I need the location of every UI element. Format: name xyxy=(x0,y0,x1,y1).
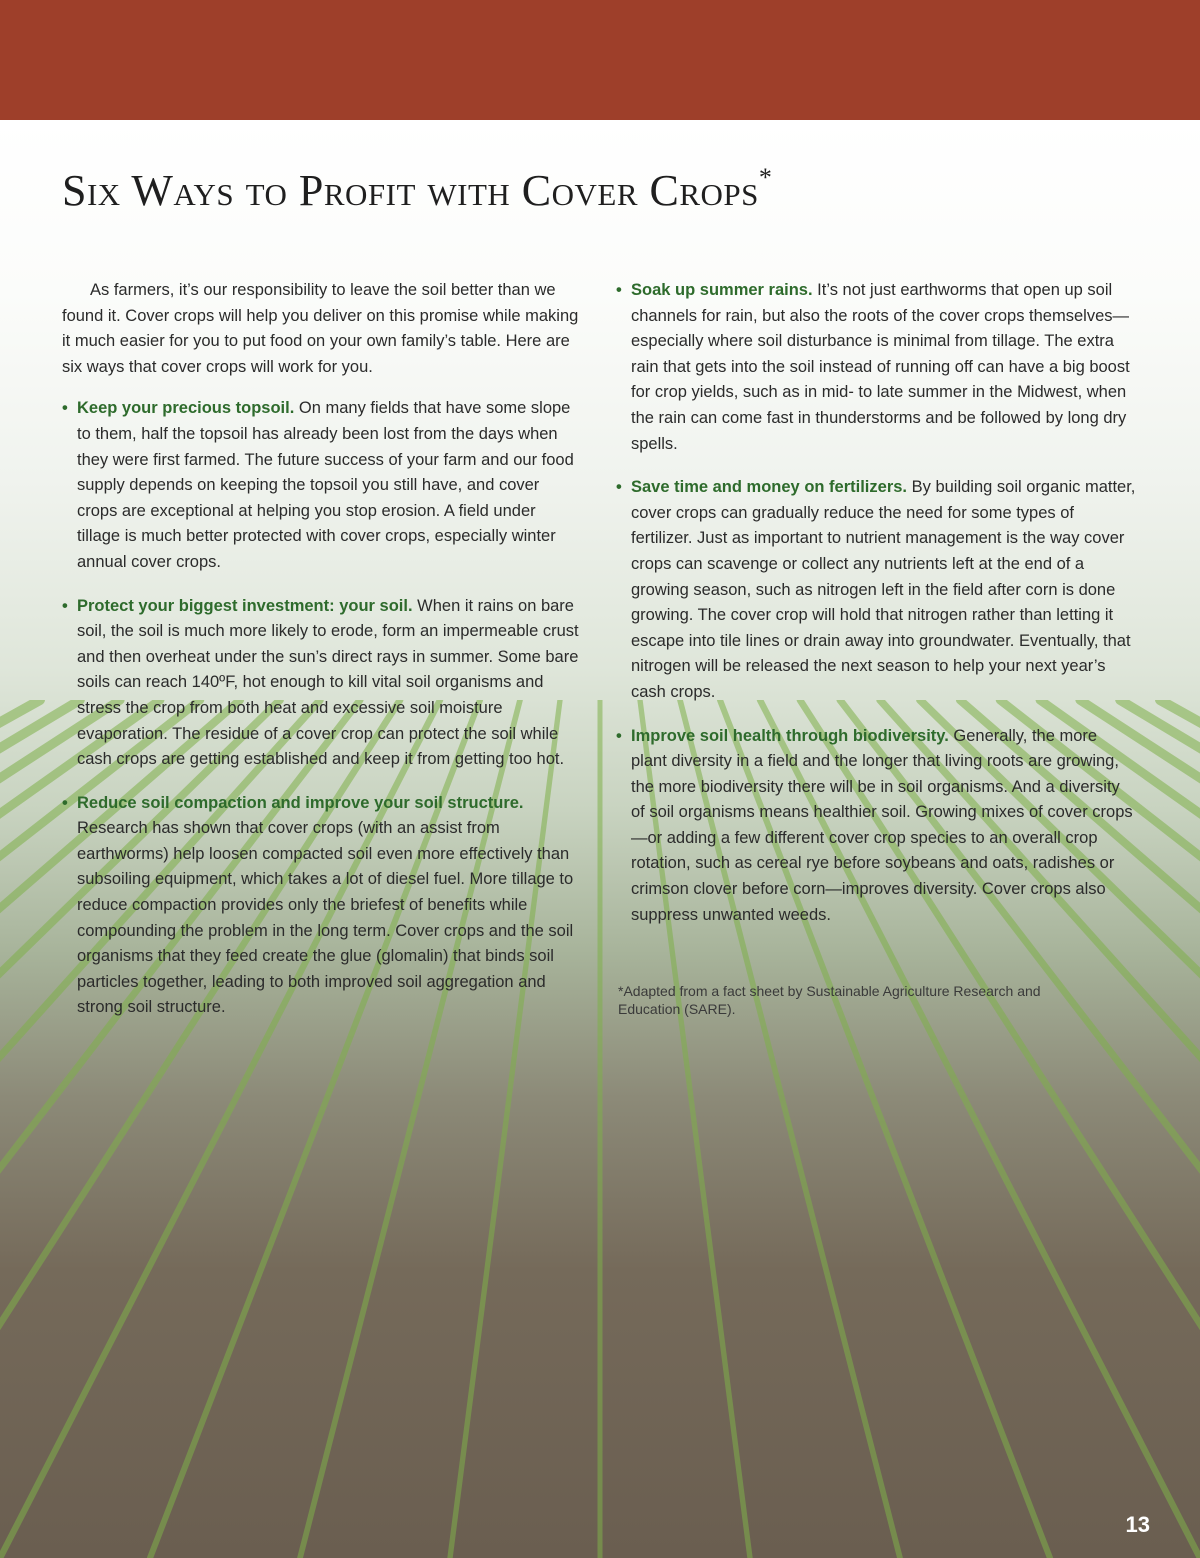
item-heading: Reduce soil compaction and improve your soil structure. xyxy=(77,793,524,812)
left-column xyxy=(62,278,582,1039)
item-body: On many fields that have some slope to them, half the topsoil has already been lost from the days when they were first farmed. The future success of your farm and our food supply depends on keeping the topsoil you still have, and cover crops are exceptional at helping you stop erosion. A field under tillage is much better protected with cover crops, especially winter annual cover crops. xyxy=(77,399,574,571)
list-item: • Keep your precious topsoil. On many fields that have some slope to them, half the topsoil has already been lost from the days when they were first farmed. The future success of your farm and our food supply depends on keeping the topsoil you still have, and cover crops are exceptional at helping you stop erosion. A field under tillage is much better protected with cover crops, especially winter annual cover crops. xyxy=(62,399,574,571)
list-item: • Soak up summer rains. It’s not just earthworms that open up soil channels for rain, but also the roots of the cover crops themselves—especially where soil disturbance is minimal from tillage. The extra rain that gets into the soil instead of running off can have a big boost for crop yields, such as in mid- to late summer in the Midwest, when the rain can come fast in thunderstorms and be followed by long dry spells. xyxy=(616,281,1130,453)
item-heading: Protect your biggest investment: your soil. xyxy=(77,596,413,615)
item-heading: Save time and money on fertilizers. xyxy=(631,478,908,497)
title-footnote-mark: * xyxy=(758,163,773,192)
intro-paragraph: As farmers, it’s our responsibility to leave the soil better than we found it. Cover crops will help you deliver on this promise while making it much easier for you to put food on your own family’s table. Here are six ways that cover crops will work for you. xyxy=(62,281,579,376)
list-item: • Reduce soil compaction and improve your soil structure. Research has shown that cover crops (with an assist from earthworms) help loosen compacted soil even more effectively than subsoiling equipment, which takes a lot of diesel fuel. More tillage to reduce compaction provides only the briefest of benefits while compounding the problem in the long term. Cover crops and the soil organisms that they feed create the glue (glomalin) that binds soil particles together, leading to both improved soil aggregation and strong soil structure. xyxy=(62,793,574,1017)
footnote: *Adapted from a fact sheet by Sustainable Agriculture Research and Education (SARE). xyxy=(618,983,1041,1017)
item-heading: Soak up summer rains. xyxy=(631,281,813,299)
item-heading: Keep your precious topsoil. xyxy=(77,399,295,418)
list-item: • Save time and money on fertilizers. By building soil organic matter, cover crops can gradually reduce the need for some types of fertilizer. Just as important to nutrient management is the way cover crops can scavenge or collect any nutrients left at the end of a growing season, such as nitrogen left in the field after corn is done growing. The cover crop will hold that nitrogen rather than letting it escape into tile lines or drain away into groundwater. Eventually, that nitrogen will be released the next season to help your next year’s cash crops. xyxy=(616,478,1136,701)
page-number: 13 xyxy=(1125,1512,1150,1537)
list-item: • Improve soil health through biodiversity. Generally, the more plant diversity in a field and the longer that living roots are growing, the more biodiversity there will be in soil organisms. And a diversity of soil organisms means healthier soil. Growing mixes of cover crops—or adding a few different cover crop species to an overall crop rotation, such as cereal rye before soybeans and oats, radishes or crimson clover before corn—improves diversity. Cover crops also suppress unwanted weeds. xyxy=(616,726,1133,924)
item-body: When it rains on bare soil, the soil is much more likely to erode, form an impermeable crust and then overheat under the sun’s direct rays in summer. Some bare soils can reach 140ºF, hot enough to kill vital soil organisms and stress the crop from both heat and excessive soil moisture evaporation. The residue of a cover crop can protect the soil while cash crops are getting established and keep it from getting too hot. xyxy=(77,596,579,769)
item-body: Research has shown that cover crops (with an assist from earthworms) help loosen compacted soil even more effectively than subsoiling equipment, which takes a lot of diesel fuel. More tillage to reduce compaction provides only the briefest of benefits while compounding the problem in the long term. Cover crops and the soil organisms that they feed create the glue (glomalin) that binds soil particles together, leading to both improved soil aggregation and strong soil structure. xyxy=(77,819,574,1017)
item-heading: Improve soil health through biodiversity. xyxy=(631,726,949,745)
right-column xyxy=(616,278,1136,946)
page-title: Six Ways to Profit with Cover Crops* xyxy=(62,163,773,215)
header-band xyxy=(0,0,1200,120)
item-body: By building soil organic matter, cover crops can gradually reduce the need for some types of fertilizer. Just as important to nutrient management is the way cover crops can scavenge or collect any nutrients left at the end of a growing season, such as nitrogen left in the field after corn is done growing. The cover crop will hold that nitrogen rather than letting it escape into tile lines or drain away into groundwater. Eventually, that nitrogen will be released the next season to help your next year’s cash crops. xyxy=(631,478,1136,701)
item-body: It’s not just earthworms that open up soil channels for rain, but also the roots of the cover crops themselves—especially where soil disturbance is minimal from tillage. The extra rain that gets into the soil instead of running off can have a big boost for crop yields, such as in mid- to late summer in the Midwest, when the rain can come fast in thunderstorms and be followed by long dry spells. xyxy=(631,281,1130,453)
list-item: • Protect your biggest investment: your soil. When it rains on bare soil, the soil is much more likely to erode, form an impermeable crust and then overheat under the sun’s direct rays in summer. Some bare soils can reach 140ºF, hot enough to kill vital soil organisms and stress the crop from both heat and excessive soil moisture evaporation. The residue of a cover crop can protect the soil while cash crops are getting established and keep it from getting too hot. xyxy=(62,596,579,769)
item-body: Generally, the more plant diversity in a field and the longer that living roots are growing, the more biodiversity there will be in soil organisms. And a diversity of soil organisms means healthier soil. Growing mixes of cover crops—or adding a few different cover crop species to an overall crop rotation, such as cereal rye before soybeans and oats, radishes or crimson clover before corn—improves diversity. Cover crops also suppress unwanted weeds. xyxy=(631,726,1133,924)
